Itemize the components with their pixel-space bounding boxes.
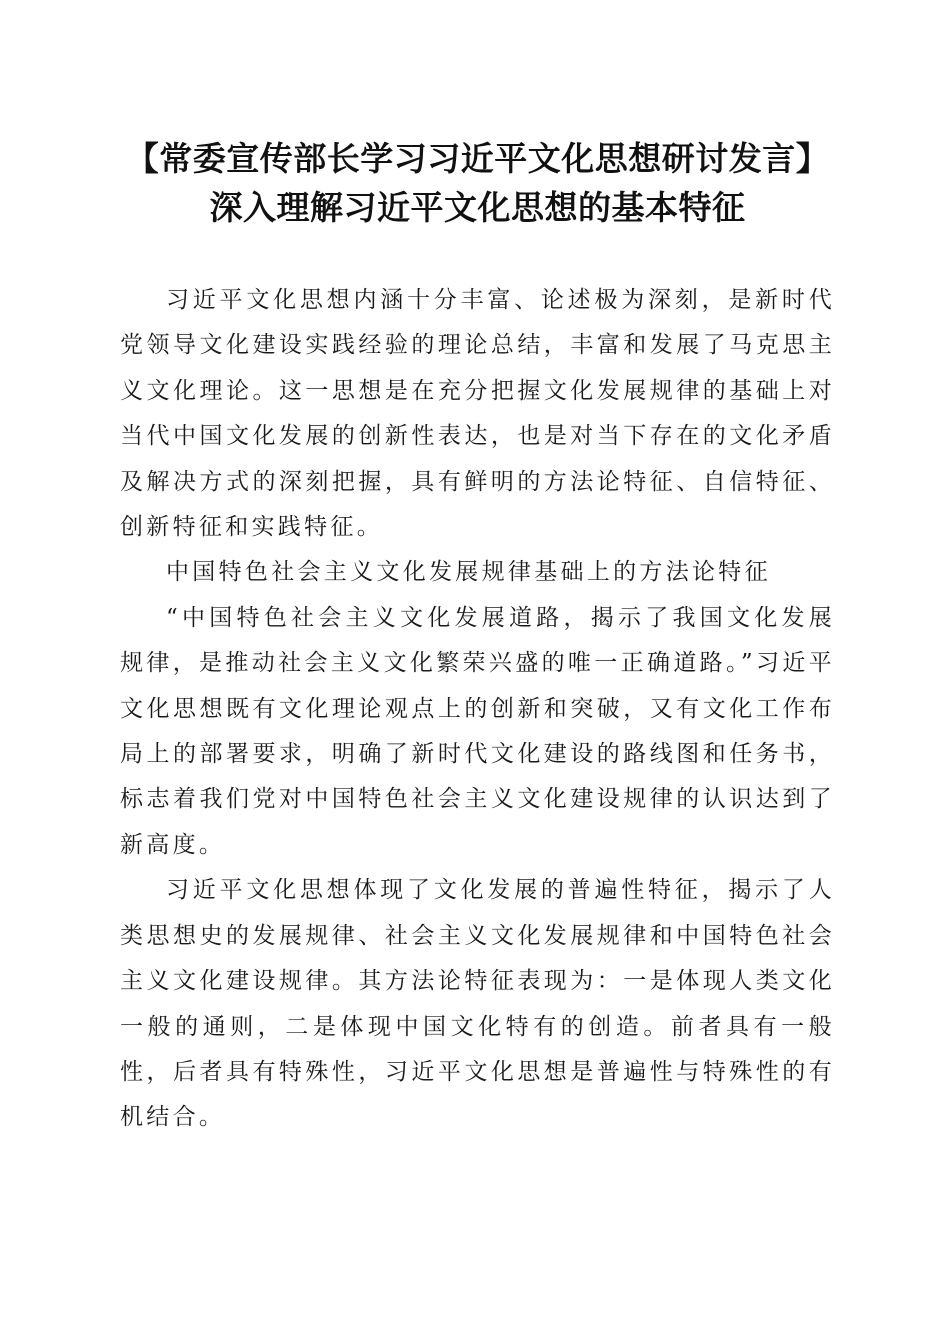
paragraph-intro: 习近平文化思想内涵十分丰富、论述极为深刻，是新时代党领导文化建设实践经验的理论总结，丰富和发展了马克思主义文化理论。这一思想是在充分把握文化发展规律的基础上对当代中国文化发展的创新性表达，也是对当下存在的文化矛盾及解决方式的深刻把握，具有鲜明的方法论特征、自信特征、创新特征和实践特征。 [120,287,835,541]
document-body [120,278,835,1141]
paragraph-quote: “中国特色社会主义文化发展道路，揭示了我国文化发展规律，是推动社会主义文化繁荣兴盛的唯一正确道路。”习近平文化思想既有文化理论观点上的创新和突破，又有文化工作布局上的部署要求，明确了新时代文化建设的路线图和任务书，标志着我们党对中国特色社会主义文化建设规律的认识达到了新高度。 [120,604,835,858]
paragraph-universality: 习近平文化思想体现了文化发展的普遍性特征，揭示了人类思想史的发展规律、社会主义文化发展规律和中国特色社会主义文化建设规律。其方法论特征表现为：一是体现人类文化一般的通则，二是体现中国文化特有的创造。前者具有一般性，后者具有特殊性，习近平文化思想是普遍性与特殊性的有机结合。 [120,877,835,1131]
section-heading-methodology: 中国特色社会主义文化发展规律基础上的方法论特征 [166,559,771,586]
document-title: 【常委宣传部长学习习近平文化思想研讨发言】深入理解习近平文化思想的基本特征 [125,139,830,227]
